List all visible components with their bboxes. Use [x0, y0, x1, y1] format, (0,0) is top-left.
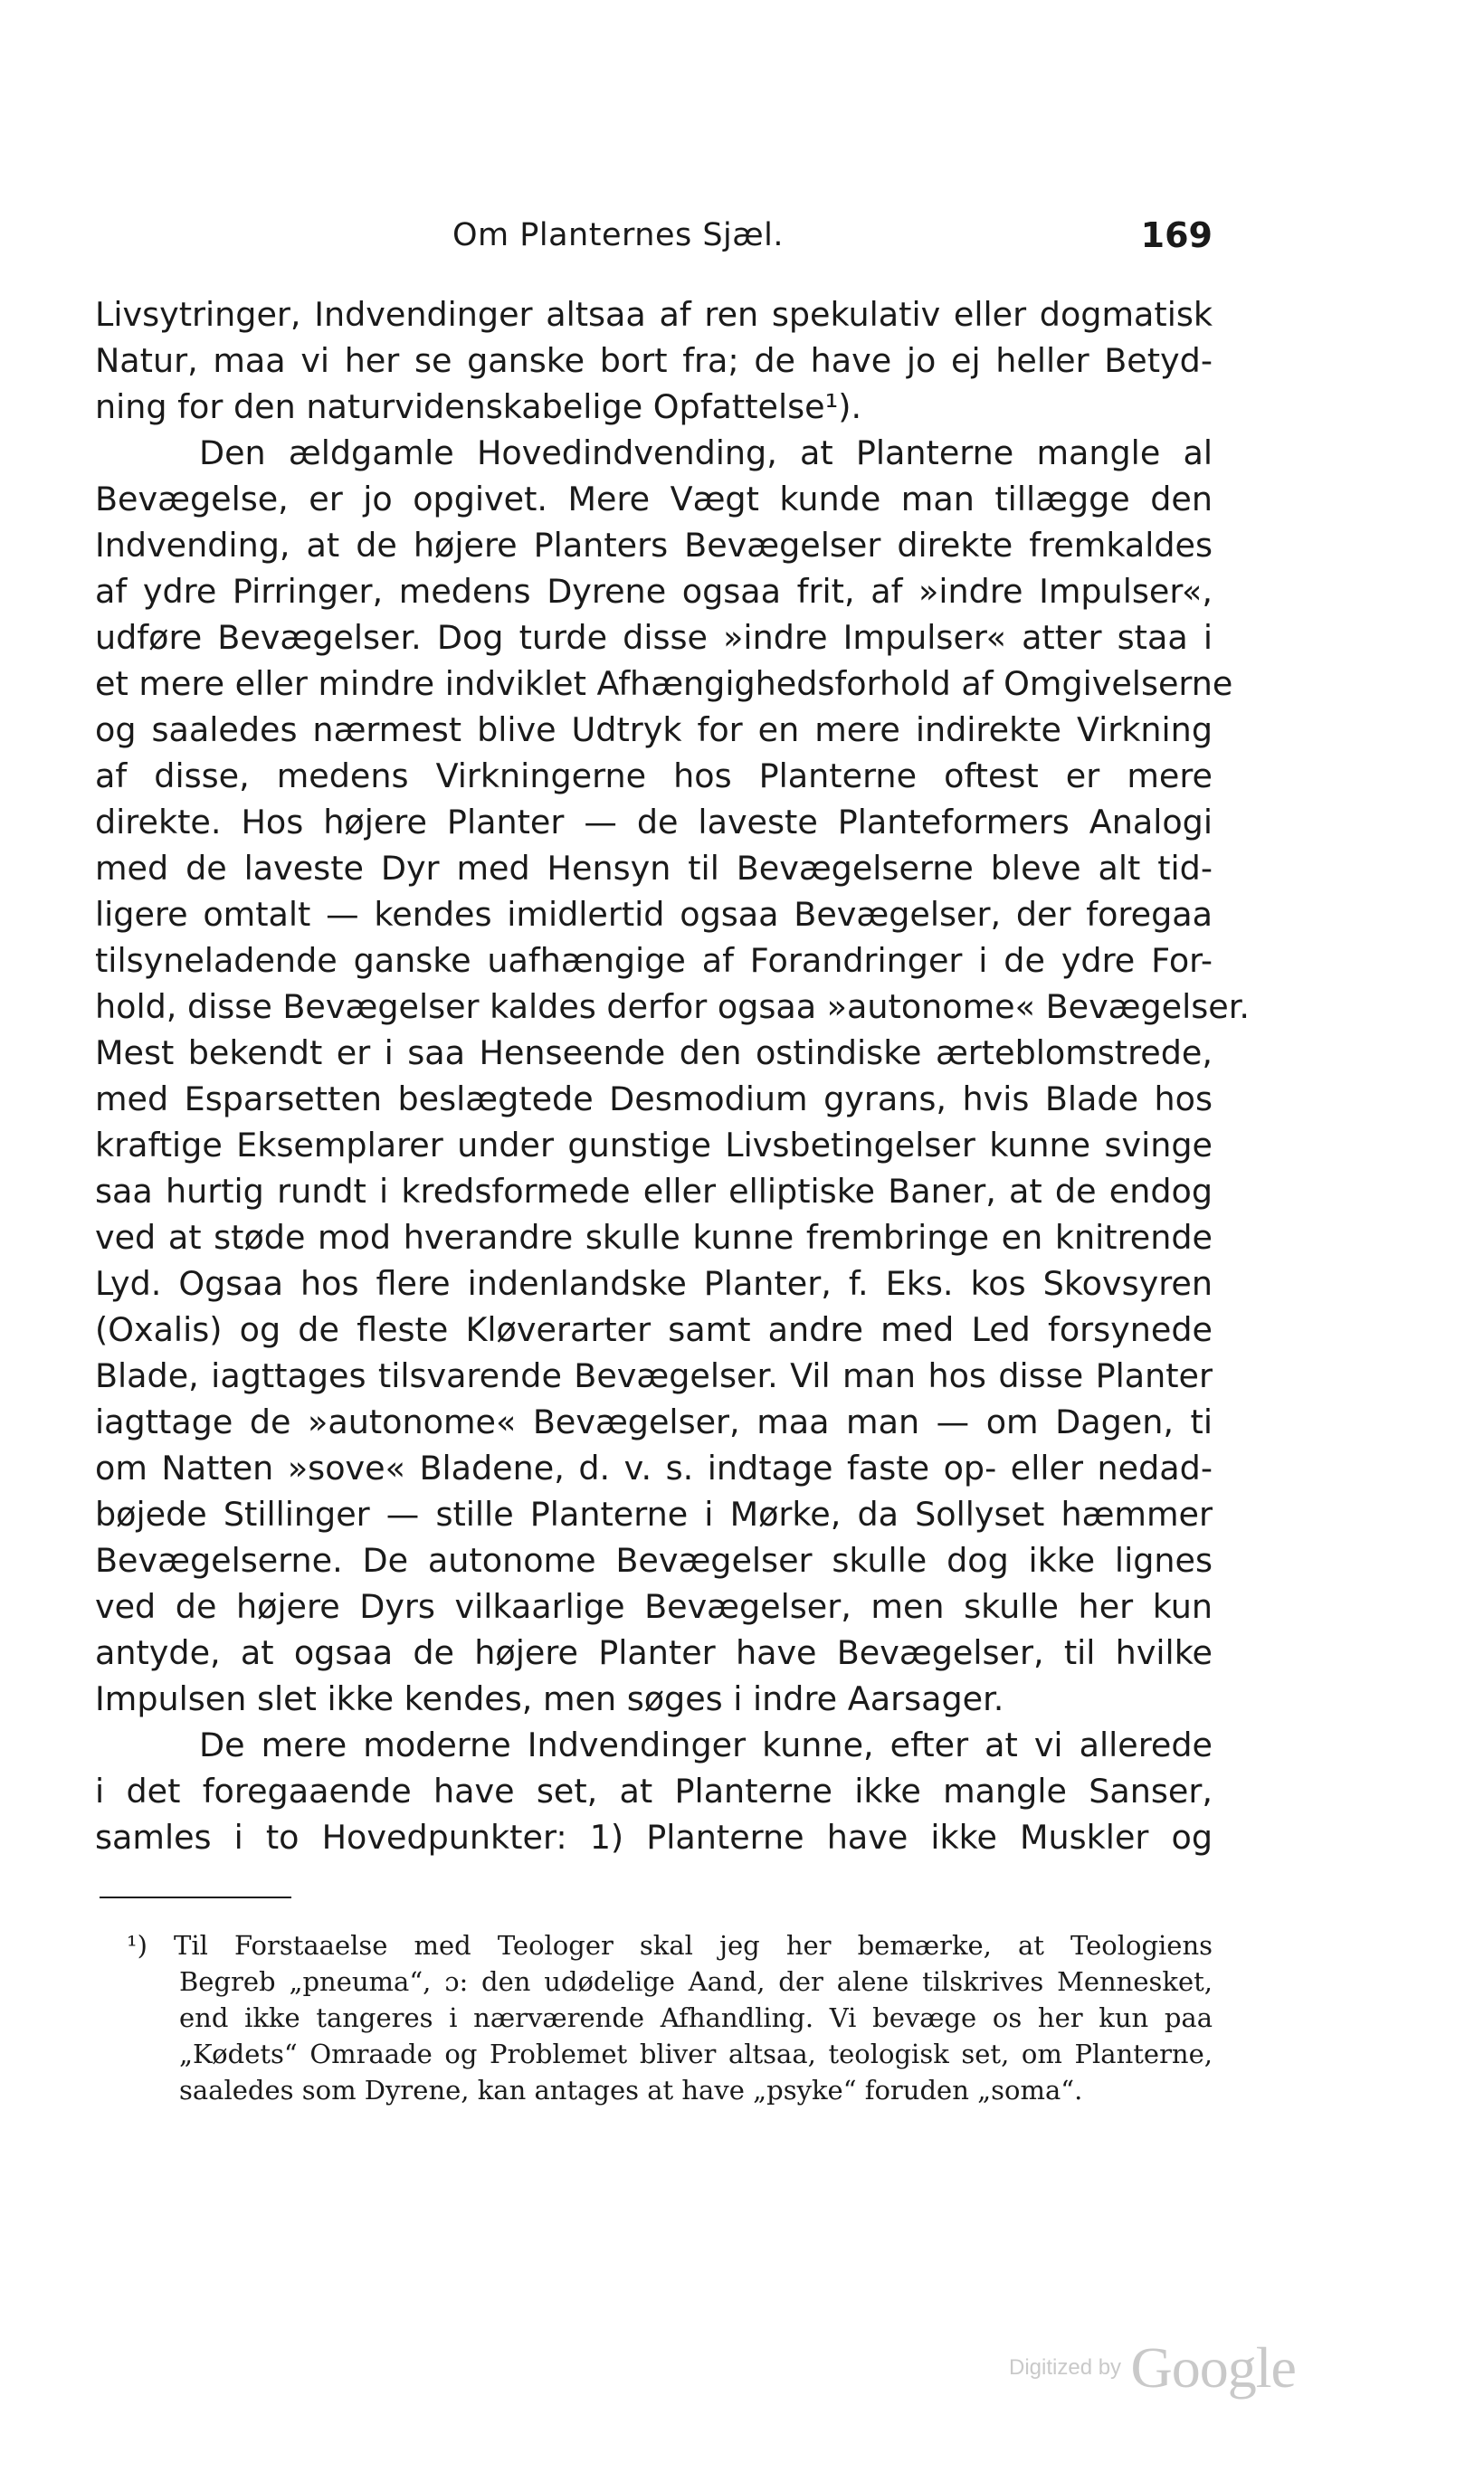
- header-title: Om Planternes Sjæl.: [452, 217, 784, 253]
- text-line: saa hurtig rundt i kredsformede eller elliptiske Baner, at de endog: [95, 1172, 1213, 1211]
- google-logo: Google: [1130, 2335, 1296, 2400]
- text-line: Mest bekendt er i saa Henseende den ostindiske ærteblomstrede,: [95, 1033, 1213, 1072]
- text-line: udføre Bevægelser. Dog turde disse »indre Impulser« atter staa i: [95, 618, 1213, 657]
- text-line: af disse, medens Virkningerne hos Planterne oftest er mere: [95, 756, 1213, 795]
- text-line: Impulsen slet ikke kendes, men søges i indre Aarsager.: [95, 1679, 1004, 1718]
- watermark-prefix: Digitized by: [1009, 2355, 1122, 2380]
- footnote-line: „Kødets“ Omraade og Problemet bliver altsaa, teologisk set, om Planterne,: [179, 2039, 1213, 2069]
- footnote-divider: [100, 1897, 291, 1898]
- text-line: De mere moderne Indvendinger kunne, efter at vi allerede: [199, 1726, 1213, 1764]
- text-line: om Natten »sove« Bladene, d. v. s. indtage faste op- eller nedad-: [95, 1449, 1213, 1488]
- text-line: Bevægelse, er jo opgivet. Mere Vægt kunde man tillægge den: [95, 480, 1213, 518]
- text-line: af ydre Pirringer, medens Dyrene ogsaa frit, af »indre Impulser«,: [95, 572, 1213, 611]
- footnote: [127, 1927, 1213, 2108]
- text-line: ligere omtalt — kendes imidlertid ogsaa Bevægelser, der foregaa: [95, 895, 1213, 934]
- footnote-line: Begreb „pneuma“, ɔ: den udødelige Aand, der alene tilskrives Mennesket,: [179, 1966, 1213, 1997]
- footnote-line: saaledes som Dyrene, kan antages at have „psyke“ foruden „soma“.: [179, 2075, 1083, 2106]
- footnote-line: ¹) Til Forstaaelse med Teologer skal jeg her bemærke, at Teologiens: [127, 1930, 1213, 1961]
- text-line: ved de højere Dyrs vilkaarlige Bevægelser, men skulle her kun: [95, 1587, 1213, 1626]
- text-line: Natur, maa vi her se ganske bort fra; de have jo ej heller Betyd-: [95, 341, 1213, 380]
- text-line: kraftige Eksemplarer under gunstige Livsbetingelser kunne svinge: [95, 1126, 1213, 1165]
- text-line: Bevægelserne. De autonome Bevægelser skulle dog ikke lignes: [95, 1541, 1213, 1580]
- text-line: Blade, iagttages tilsvarende Bevægelser. Vil man hos disse Planter: [95, 1356, 1213, 1395]
- text-line: samles i to Hovedpunkter: 1) Planterne have ikke Muskler og: [95, 1818, 1213, 1857]
- text-line: med de laveste Dyr med Hensyn til Bevægelserne bleve alt tid-: [95, 849, 1213, 888]
- text-line: og saaledes nærmest blive Udtryk for en mere indirekte Virkning: [95, 710, 1213, 749]
- text-line: et mere eller mindre indviklet Afhængighedsforhold af Omgivelserne: [95, 664, 1233, 703]
- text-line: direkte. Hos højere Planter — de laveste Planteformers Analogi: [95, 803, 1213, 841]
- text-line: Den ældgamle Hovedindvending, at Planterne mangle al: [199, 433, 1213, 472]
- text-line: med Esparsetten beslægtede Desmodium gyrans, hvis Blade hos: [95, 1079, 1213, 1118]
- text-line: antyde, at ogsaa de højere Planter have Bevægelser, til hvilke: [95, 1633, 1213, 1672]
- text-line: ning for den naturvidenskabelige Opfattelse¹).: [95, 387, 862, 426]
- text-line: hold, disse Bevægelser kaldes derfor ogsaa »autonome« Bevægelser.: [95, 987, 1251, 1026]
- text-line: Indvending, at de højere Planters Bevægelser direkte fremkaldes: [95, 526, 1213, 565]
- body-text: [95, 291, 1251, 1860]
- running-header: [95, 217, 1213, 268]
- text-line: tilsyneladende ganske uafhængige af Forandringer i de ydre For-: [95, 941, 1213, 980]
- text-line: bøjede Stillinger — stille Planterne i Mørke, da Sollyset hæmmer: [95, 1495, 1213, 1534]
- text-line: iagttage de »autonome« Bevægelser, maa man — om Dagen, ti: [95, 1402, 1213, 1441]
- page-number: 169: [1140, 215, 1213, 255]
- text-line: ved at støde mod hverandre skulle kunne frembringe en knitrende: [95, 1218, 1213, 1257]
- text-line: Lyd. Ogsaa hos flere indenlandske Planter, f. Eks. kos Skovsyren: [95, 1264, 1213, 1303]
- text-line: i det foregaaende have set, at Planterne ikke mangle Sanser,: [95, 1772, 1213, 1811]
- footnote-line: end ikke tangeres i nærværende Afhandling. Vi bevæge os her kun paa: [179, 2002, 1213, 2033]
- digitized-watermark: [1009, 2334, 1296, 2416]
- text-line: (Oxalis) og de fleste Kløverarter samt andre med Led forsynede: [95, 1310, 1213, 1349]
- text-line: Livsytringer, Indvendinger altsaa af ren spekulativ eller dogmatisk: [95, 295, 1213, 334]
